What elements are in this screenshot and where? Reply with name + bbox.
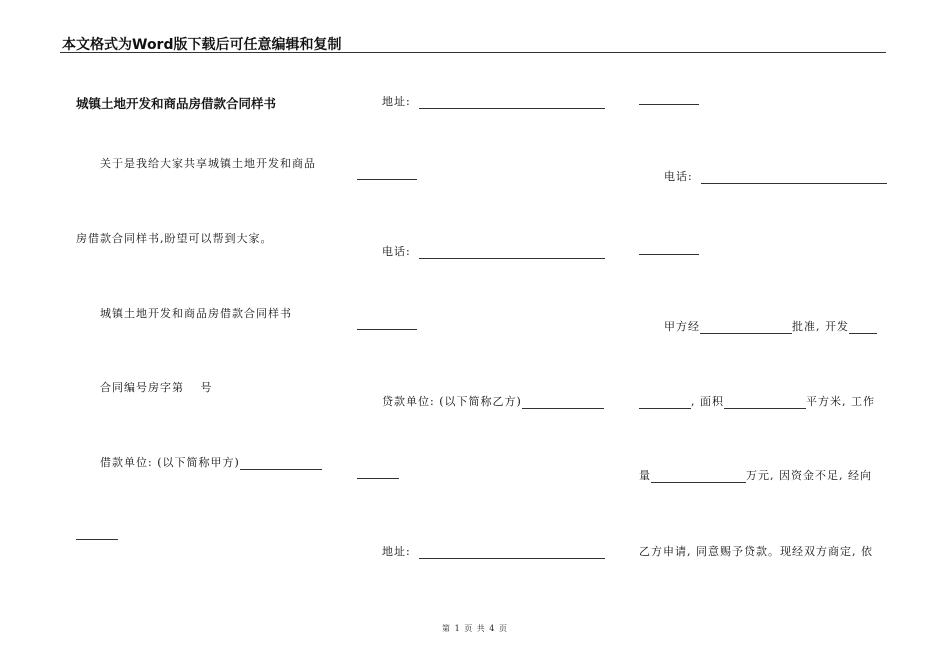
- borrower-blank-cont: [76, 539, 118, 540]
- workload-blank: [651, 471, 746, 483]
- lender-blank: [522, 397, 604, 409]
- phone-blank-2: [701, 172, 887, 184]
- phone-label-1-text: 电话:: [382, 245, 411, 258]
- document-header: 本文格式为Word版下载后可任意编辑和复制: [62, 37, 342, 53]
- workload-text-a: 量: [639, 469, 651, 482]
- workload-text-b: 万元, 因资金不足, 经向: [746, 469, 872, 482]
- develop-blank: [849, 322, 877, 334]
- document-title: 城镇土地开发和商品房借款合同样书: [76, 96, 277, 111]
- workload-line: [639, 467, 872, 483]
- address-blank-1: [419, 97, 605, 109]
- area-line: [639, 393, 875, 409]
- contract-number: 合同编号房字第 号: [100, 381, 213, 394]
- area-text-a: , 面积: [691, 395, 724, 408]
- page-footer: 第 1 页 共 4 页: [442, 624, 508, 633]
- intro-line-2: 房借款合同样书,盼望可以帮到大家。: [76, 232, 273, 245]
- area-text-b: 平方米, 工作: [806, 395, 875, 408]
- header-divider: [60, 52, 886, 53]
- project-blank: [639, 397, 691, 409]
- agreement-line: 乙方申请, 同意赐予贷款。现经双方商定, 依: [639, 545, 873, 558]
- approval-text-a: 甲方经: [664, 320, 700, 333]
- phone-label-1: [382, 243, 605, 259]
- phone-label-2: [664, 168, 887, 184]
- address-blank-2-cont: [639, 104, 699, 105]
- lender-label: [382, 393, 604, 409]
- address-label-2-text: 地址:: [382, 545, 411, 558]
- address-label-1-text: 地址:: [382, 95, 411, 108]
- address-blank-1-cont: [357, 179, 417, 180]
- address-label-1: [382, 93, 605, 109]
- address-label-2: [382, 543, 605, 559]
- phone-blank-1-cont: [357, 329, 417, 330]
- borrower-label-text: 借款单位: (以下简称甲方): [100, 456, 240, 469]
- phone-blank-1: [419, 247, 605, 259]
- phone-label-2-text: 电话:: [664, 170, 693, 183]
- lender-label-text: 贷款单位: (以下简称乙方): [382, 395, 522, 408]
- address-blank-2: [419, 547, 605, 559]
- intro-line-1: 关于是我给大家共享城镇土地开发和商品: [100, 157, 316, 170]
- approval-text-b: 批准, 开发: [792, 320, 849, 333]
- area-blank: [724, 397, 806, 409]
- approval-blank: [700, 322, 792, 334]
- approval-line: [664, 318, 877, 334]
- contract-subtitle: 城镇土地开发和商品房借款合同样书: [100, 307, 292, 320]
- phone-blank-2-cont: [639, 254, 699, 255]
- borrower-label: [100, 454, 322, 470]
- borrower-blank: [240, 458, 322, 470]
- lender-blank-cont: [357, 478, 399, 479]
